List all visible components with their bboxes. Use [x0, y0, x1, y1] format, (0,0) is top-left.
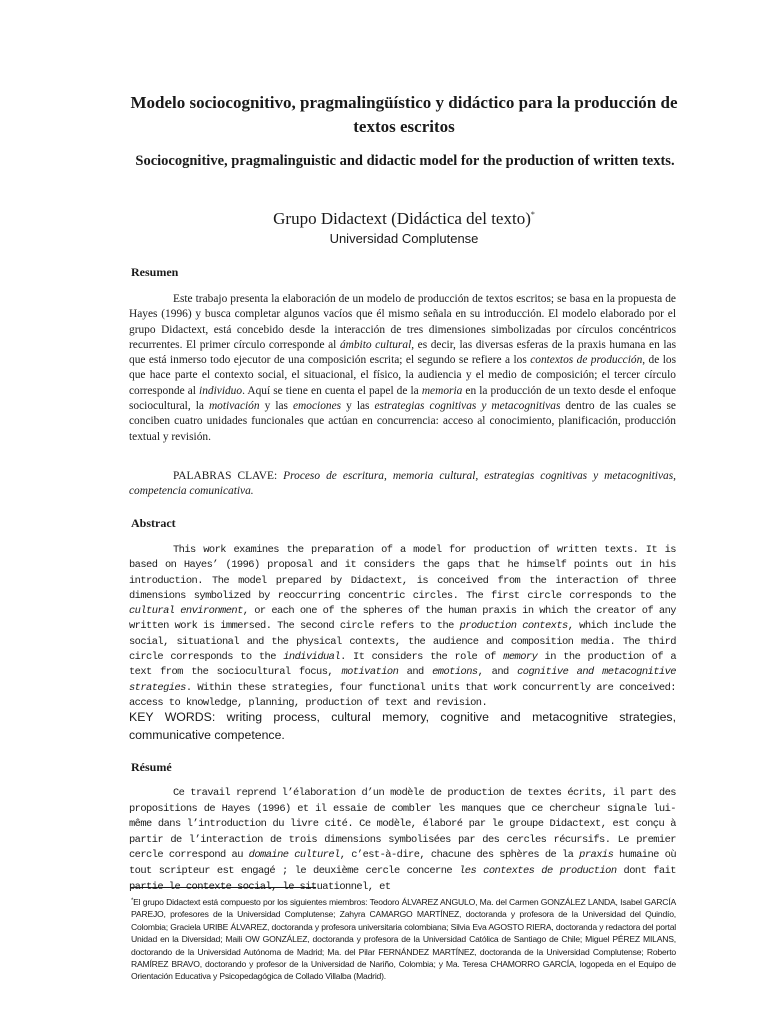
affiliation: Universidad Complutense: [329, 231, 479, 246]
resume-paragraph: Ce travail reprend l’élaboration d’un modèle de production de textes écrits, il part des propositions de Hayes (1996) et il essaie de combler les manques que ce chercheur signale lui-même dans l’introduction du livre cité. Ce modèle, élaboré par le groupe Didactext, est conçu à partir de l’interaction de trois dimensions symbolisées par des cercles récursifs. Le premier cercle correspond au domaine culturel, c’est-à-dire, chacune des sphères de la praxis humaine où tout scripteur est engagé ; le deuxième cercle concerne les contextes de production dont fait partie le contexte social, le situationnel, et: [129, 787, 676, 893]
resumen-paragraph: Este trabajo presenta la elaboración de un modelo de producción de textos escritos; se basa en la propuesta de Hayes (1996) y busca completar algunos vacíos que él mismo señala en su introducción. El modelo elaborado por el grupo Didactext, está concebido desde la interacción de tres dimensiones simbolizadas por círculos concéntricos recurrentes. El primer círculo corresponde al ámbito cultural, es decir, las diversas esferas de la praxis humana en las que está inmerso todo ejecutor de una composición escrita; el segundo se refiere a los contextos de producción, de los que hace parte el contexto social, el situacional, el físico, la audiencia y el medio de composición; el tercer círculo corresponde al individuo. Aquí se tiene en cuenta el papel de la memoria en la producción de un texto desde el enfoque sociocultural, la motivación y las emociones y las estrategias cognitivas y metacognitivas dentro de las cuales se conciben cuatro unidades funcionales que actúan en concurrencia: acceso al conocimiento, planificación, producción textual y revisión.: [129, 293, 677, 443]
footnote: *El grupo Didactext está compuesto por los siguientes miembros: Teodoro ÁLVAREZ ANGULO, Ma. del Carmen GONZÁLEZ LANDA, Isabel GARCÍA PAREJO, profesores de la Universidad Complutense; Zahyra CAMARGO MARTÍNEZ, doctoranda y profesora de la Universidad del Quindío, Colombia; Graciela URIBE ÁLVAREZ, doctoranda y profesora universitaria colombiana; Silvia Eva AGOSTO RIERA, doctoranda y redactora del portal Unidad en la Diversidad; Maili OW GONZÁLEZ, doctoranda y profesora de la Universidad Católica de Santiago de Chile; Miguel PÉREZ MILANS, doctorando de la Universidad Autónoma de Madrid; Ma. del Pilar FERNÁNDEZ MARTÍNEZ, doctoranda de la Universidad Complutense; Roberto RAMÍREZ BRAVO, doctorando y profesor de la Universidad de Nariño, Colombia; y Ma. Teresa CHAMORRO GARCÍA, logopeda en el Equipo de Orientación Educativa y Psicopedagógica de Collado Villalba (Madrid).: [131, 897, 676, 982]
author-name: Grupo Didactext (Didáctica del texto): [273, 209, 531, 228]
author-group: [130, 204, 678, 230]
abstract-keywords: KEY WORDS: writing process, cultural memory, cognitive and metacognitive strategies, communicative competence.: [129, 710, 676, 742]
resumen-heading: Resumen: [131, 265, 179, 279]
footnote-separator: [131, 887, 316, 888]
title-spanish: Modelo sociocognitivo, pragmalingüístico y didáctico para la producción de textos escritos: [130, 93, 678, 136]
resumen-keywords: PALABRAS CLAVE: Proceso de escritura, memoria cultural, estrategias cognitivas y metacognitivas, competencia comunicativa.: [129, 470, 676, 498]
abstract-paragraph: This work examines the preparation of a model for production of written texts. It is based on Hayes’ (1996) proposal and it considers the gaps that he himself points out in his introduction. The model prepared by Didactext, is conceived from the interaction of three dimensions symbolized by reoccurring concentric circles. The first circle corresponds to the cultural environment, or each one of the spheres of the human praxis in which the creator of any written work is immersed. The second circle refers to the production contexts, which include the social, situational and the physical contexts, the audience and composition media. The third circle corresponds to the individual. It considers the role of memory in the production of a text from the sociocultural focus, motivation and emotions, and cognitive and metacognitive strategies. Within these strategies, four functional units that work concurrently are conceived: access to knowledge, planning, production of text and revision.: [129, 544, 676, 709]
title-english: Sociocognitive, pragmalinguistic and didactic model for the production of written texts.: [135, 153, 675, 169]
abstract-heading: Abstract: [131, 516, 176, 530]
footnote-marker: *: [530, 210, 535, 219]
resume-heading: Résumé: [131, 760, 172, 774]
